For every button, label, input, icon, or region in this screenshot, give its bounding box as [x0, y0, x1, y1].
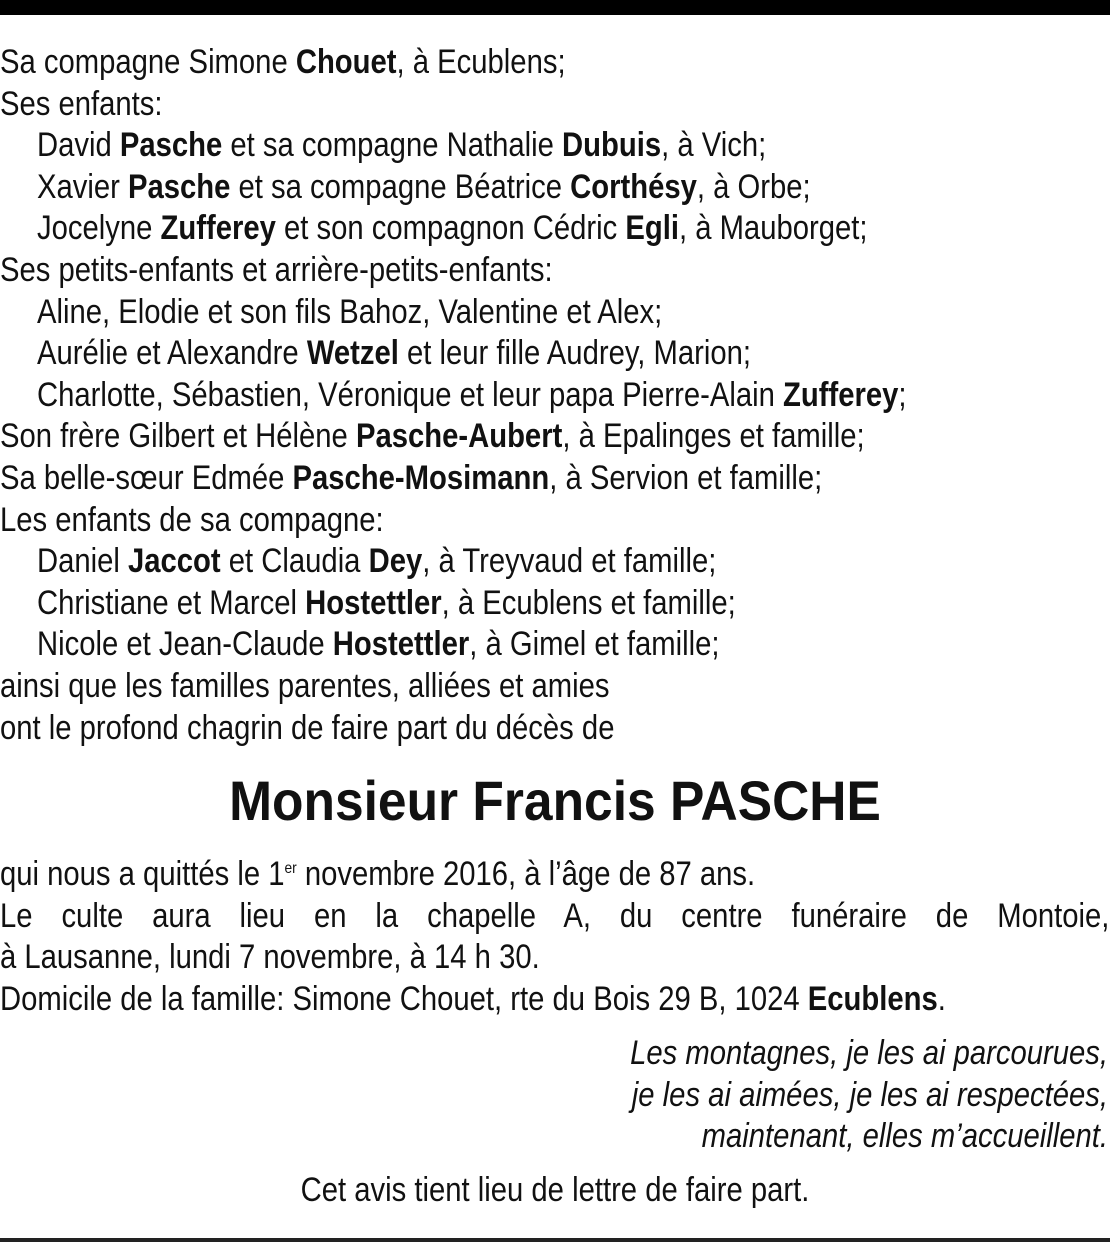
family-line: [0, 666, 1109, 708]
family-line: [0, 125, 1109, 167]
address-text: Domicile de la famille: Simone Chouet, rte du Bois 29 B, 1024: [0, 979, 808, 1018]
family-line: [0, 208, 1109, 250]
death-date-line: [0, 854, 1109, 896]
family-text: Sa compagne Simone: [0, 43, 296, 81]
family-text: Ses petits-enfants et arrière-petits-enfants:: [0, 250, 553, 289]
family-text: , à Epalinges et famille;: [562, 417, 865, 456]
family-line: [0, 624, 1109, 666]
family-text: Aline, Elodie et son fils Bahoz, Valentine et Alex;: [36, 292, 663, 331]
surname: Wetzel: [306, 334, 399, 373]
family-text: , à Vich;: [661, 126, 767, 165]
death-text-end: novembre 2016, à l’âge de 87 ans.: [296, 855, 756, 893]
family-text: Son frère Gilbert et Hélène: [0, 417, 356, 456]
surname: Zufferey: [160, 209, 276, 248]
family-text: Nicole et Jean-Claude: [36, 625, 333, 664]
family-text: Jocelyne: [36, 209, 161, 248]
family-line: [0, 500, 1109, 542]
deceased-name: Monsieur Francis PASCHE: [229, 769, 881, 832]
ordinal-suffix: er: [284, 860, 297, 877]
surname: Hostettler: [305, 583, 442, 622]
family-text: Ses enfants:: [0, 84, 163, 123]
family-line: [0, 541, 1109, 583]
surname: Pasche: [119, 126, 223, 165]
family-text: , à Servion et famille;: [549, 458, 823, 497]
family-text: et sa compagne Béatrice: [230, 167, 571, 206]
address-city: Ecublens: [807, 979, 938, 1018]
surname: Hostettler: [332, 625, 470, 664]
surname: Egli: [625, 209, 679, 248]
family-text: Charlotte, Sébastien, Véronique et leur papa Pierre-Alain: [36, 375, 784, 414]
family-text: ont le profond chagrin de faire part du décès de: [0, 708, 615, 747]
ceremony-line-1: Le culte aura lieu en la chapelle A, du centre funéraire de Montoie,: [0, 896, 1110, 935]
family-text: Daniel: [36, 542, 129, 581]
family-text: , à Gimel et famille;: [469, 625, 720, 664]
family-text: ;: [898, 375, 907, 414]
family-text: , à Ecublens et famille;: [441, 583, 736, 622]
surname: Pasche-Mosimann: [292, 458, 550, 497]
footer-note: Cet avis tient lieu de lettre de faire part.: [300, 1171, 810, 1209]
family-text: et leur fille Audrey, Marion;: [398, 334, 752, 373]
family-text: , à Orbe;: [696, 167, 811, 206]
address-end: .: [937, 979, 946, 1018]
family-text: Xavier: [36, 167, 128, 206]
surname: Pasche-Aubert: [355, 417, 563, 456]
family-line: [0, 333, 1109, 375]
surname: Pasche: [127, 167, 231, 206]
poem-line: Les montagnes, je les ai parcourues,: [630, 1034, 1108, 1072]
top-rule: [0, 0, 1110, 15]
family-line: [0, 416, 1109, 458]
details: [0, 854, 1110, 1020]
address-line: [0, 979, 1109, 1021]
family-text: , à Ecublens;: [396, 43, 566, 81]
death-text: qui nous a quittés le 1: [0, 855, 285, 893]
family-text: ainsi que les familles parentes, alliées et amies: [0, 666, 610, 705]
family-line: [0, 458, 1109, 500]
family-line: [0, 42, 1109, 84]
ceremony-line-2: à Lausanne, lundi 7 novembre, à 14 h 30.: [0, 938, 540, 977]
surname: Zufferey: [783, 375, 899, 414]
family-text: et sa compagne Nathalie: [222, 126, 563, 165]
family-text: Christiane et Marcel: [36, 583, 306, 622]
poem: [0, 1033, 1110, 1158]
surname: Jaccot: [128, 542, 221, 581]
family-list: [0, 42, 1110, 749]
surname: Dey: [368, 542, 423, 581]
poem-line: maintenant, elles m’accueillent.: [701, 1117, 1108, 1156]
family-text: Les enfants de sa compagne:: [0, 500, 384, 539]
family-line: [0, 167, 1109, 209]
surname: Chouet: [295, 43, 397, 81]
family-line: [0, 708, 1109, 750]
family-text: Sa belle-sœur Edmée: [0, 458, 293, 497]
family-text: , à Treyvaud et famille;: [422, 542, 717, 581]
family-text: , à Mauborget;: [678, 209, 868, 248]
surname: Dubuis: [562, 126, 662, 165]
family-text: David: [36, 126, 120, 165]
family-text: et Claudia: [220, 542, 369, 581]
family-text: Aurélie et Alexandre: [36, 334, 307, 373]
family-line: [0, 583, 1109, 625]
poem-line: je les ai aimées, je les ai respectées,: [631, 1075, 1108, 1114]
family-line: [0, 292, 1109, 334]
family-line: [0, 250, 1109, 292]
family-text: et son compagnon Cédric: [275, 209, 626, 248]
family-line: [0, 84, 1109, 126]
family-line: [0, 375, 1109, 417]
bottom-rule: [0, 1238, 1110, 1242]
surname: Corthésy: [570, 167, 697, 206]
